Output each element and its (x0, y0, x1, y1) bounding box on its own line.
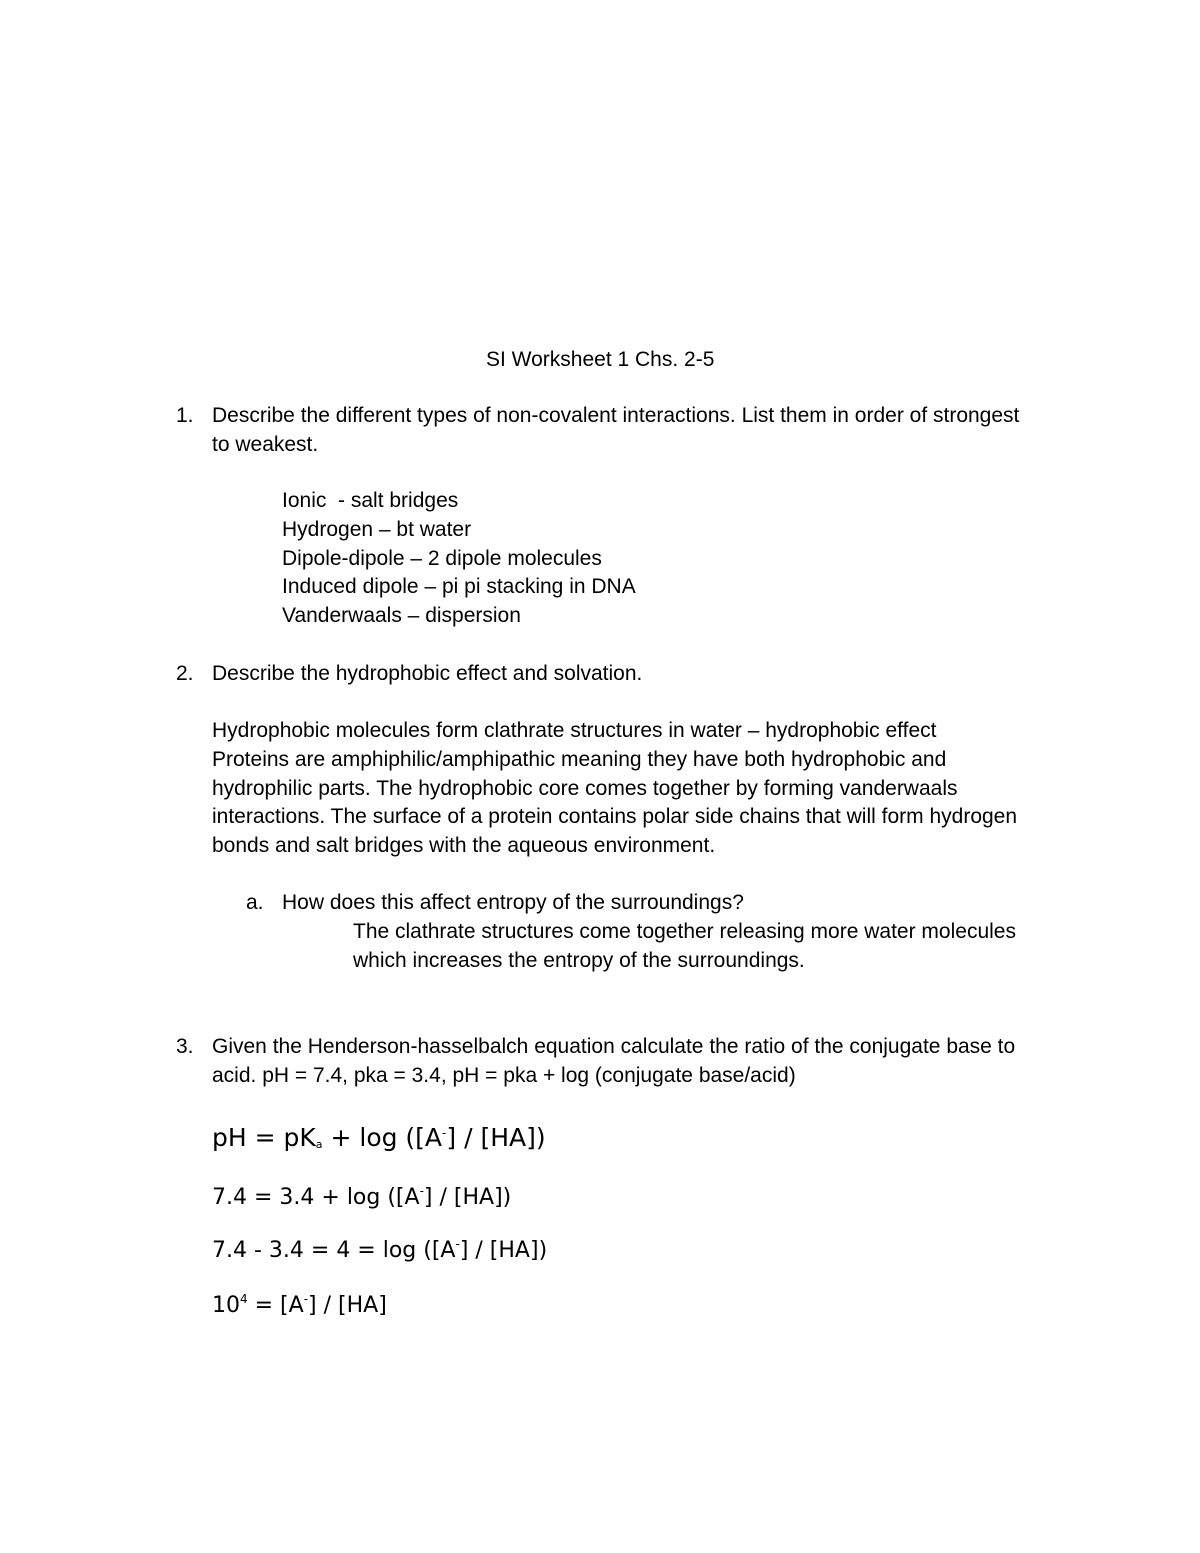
q3-question-line1: Given the Henderson-hasselbalch equation calculate the ratio of the conjugate base to (212, 1035, 1016, 1058)
q1-answer-ionic: Ionic - salt bridges (282, 489, 459, 512)
q1-answer-vanderwaals: Vanderwaals – dispersion (282, 604, 521, 628)
q2-answer-line: hydrophilic parts. The hydrophobic core comes together by forming vanderwaals (212, 776, 958, 800)
q2-answer-line: Proteins are amphiphilic/amphipathic meaning they have both hydrophobic and (212, 747, 947, 771)
q2-answer-line: Hydrophobic molecules form clathrate structures in water – hydrophobic effect (212, 719, 937, 742)
q2a-answer-line1: The clathrate structures come together releasing more water molecules (353, 920, 1016, 943)
q2-number: 2. (176, 662, 194, 685)
eq4-superscript: - (303, 1292, 309, 1306)
eq2-superscript: - (419, 1184, 424, 1198)
q2a-answer-line2: which increases the entropy of the surroundings. (353, 949, 805, 972)
q2a-label: a. (246, 891, 264, 914)
eq4-mid: = [A (247, 1293, 304, 1318)
q3-number: 3. (176, 1035, 194, 1058)
q1-answer-hydrogen: Hydrogen – bt water (282, 517, 472, 541)
eq3-superscript: - (455, 1237, 460, 1251)
equation-henderson-hasselbalch (212, 1118, 546, 1160)
eq1-left: pH = pK (212, 1123, 316, 1152)
q2-answer-line: bonds and salt bridges with the aqueous environment. (212, 834, 716, 858)
eq4-end: ] / [HA] (308, 1293, 387, 1318)
q2-answer (212, 717, 1017, 861)
q2a-question: How does this affect entropy of the surroundings? (282, 891, 744, 914)
q1-question-line1: Describe the different types of non-covalent interactions. List them in order of strongest (212, 404, 1020, 427)
q1-answer-dipole: Dipole-dipole – 2 dipole molecules (282, 546, 602, 570)
eq1-subscript: a (315, 1138, 323, 1151)
q1-number: 1. (176, 404, 194, 427)
eq4-exponent: 4 (240, 1292, 248, 1306)
equation-step-1 (212, 1176, 511, 1213)
eq1-end: ] / [HA]) (446, 1123, 546, 1152)
q1-question-line2: to weakest. (212, 433, 319, 456)
eq1-right: + log ([A (322, 1123, 443, 1152)
q3-question-line2: acid. pH = 7.4, pka = 3.4, pH = pka + log (conjugate base/acid) (212, 1064, 796, 1087)
equation-step-2 (212, 1229, 547, 1266)
q2-answer-line: interactions. The surface of a protein contains polar side chains that will form hydrogen (212, 805, 1018, 829)
eq2-end: ] / [HA]) (423, 1185, 512, 1210)
q1-answer-list (282, 487, 636, 631)
q2-question: Describe the hydrophobic effect and solvation. (212, 662, 643, 685)
eq3-end: ] / [HA]) (459, 1238, 548, 1263)
eq4-base: 10 (212, 1293, 240, 1318)
eq1-superscript: - (442, 1126, 447, 1140)
equation-step-3 (212, 1284, 387, 1321)
eq3-left: 7.4 - 3.4 = 4 = log ([A (212, 1238, 456, 1263)
q1-answer-induced-dipole: Induced dipole – pi pi stacking in DNA (282, 575, 636, 599)
page-title: SI Worksheet 1 Chs. 2-5 (486, 348, 715, 371)
eq2-left: 7.4 = 3.4 + log ([A (212, 1185, 420, 1210)
